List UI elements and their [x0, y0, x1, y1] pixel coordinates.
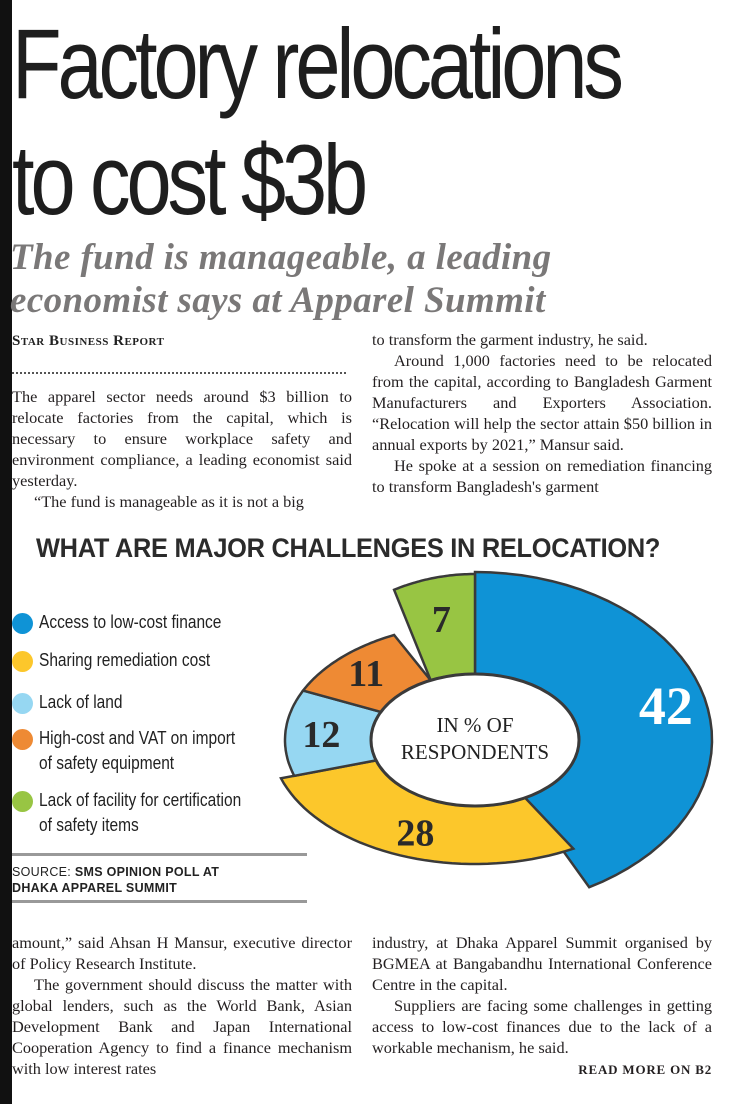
legend-swatch — [12, 613, 33, 634]
legend-item — [12, 788, 279, 838]
legend-item — [12, 690, 279, 715]
donut-chart — [270, 560, 720, 900]
paragraph: amount,” said Ahsan H Mansur, executive director of Policy Research Institute. — [12, 933, 352, 973]
source-rule-bottom — [12, 900, 307, 903]
dotted-divider — [12, 372, 346, 374]
chart-center-label-2: RESPONDENTS — [400, 740, 550, 764]
legend-item — [12, 610, 279, 635]
legend-label: High-cost and VAT on import of safety equipment — [39, 728, 236, 773]
subheadline-line-2: economist says at Apparel Summit — [10, 280, 546, 321]
slice-value-label: 28 — [396, 812, 435, 855]
paragraph: He spoke at a session on remediation financing to transform Bangladesh's garment — [372, 456, 712, 496]
legend-swatch — [12, 693, 33, 714]
legend-item — [12, 726, 279, 776]
slice-value-label: 11 — [348, 652, 385, 695]
headline-line-1: Factory relocations — [12, 8, 620, 119]
paragraph: The government should discuss the matter with global lenders, such as the World Bank, Asian Development Bank and Japan International Cooperation Agency to find a finance mechanism with low interest rates — [12, 975, 352, 1078]
chart-source — [12, 864, 302, 896]
legend-label: Sharing remediation cost — [39, 650, 211, 670]
paragraph: “The fund is manageable as it is not a big — [34, 492, 304, 511]
chart-center-label-1: IN % OF — [436, 713, 514, 737]
legend-item — [12, 648, 279, 673]
source-line-2: DHAKA APPAREL SUMMIT — [12, 881, 178, 895]
column-left-bottom — [12, 932, 352, 1079]
subheadline-line-1: The fund is manageable, a leading — [10, 237, 552, 278]
chart-title: WHAT ARE MAJOR CHALLENGES IN RELOCATION? — [36, 533, 661, 563]
headline-line-2: to cost $3b — [12, 124, 365, 235]
legend-label: Access to low-cost finance — [39, 612, 222, 632]
legend-swatch — [12, 651, 33, 672]
paragraph: to transform the garment industry, he said. — [372, 330, 648, 349]
legend-swatch — [12, 791, 33, 812]
source-rule-top — [12, 853, 307, 856]
column-right-bottom — [372, 932, 712, 1058]
read-more-link[interactable]: READ MORE ON B2 — [578, 1062, 712, 1077]
column-left-top — [12, 386, 352, 512]
paragraph: The apparel sector needs around $3 billion to relocate factories from the capital, which is necessary to ensure workplace safety and environment compliance, a leading economist said yesterday. — [12, 387, 352, 490]
paragraph: Around 1,000 factories need to be relocated from the capital, according to Bangladesh Garment Manufacturers and Exporters Association. “Relocation will help the sector attain $50 billion in annual exports by 2021,” Mansur said. — [372, 351, 712, 454]
legend-label: Lack of land — [39, 692, 123, 712]
slice-value-label: 12 — [302, 714, 341, 756]
legend-swatch — [12, 729, 33, 750]
headline — [12, 6, 620, 238]
subheadline — [10, 236, 730, 322]
slice-value-label: 42 — [638, 675, 693, 736]
source-line-1: SMS OPINION POLL AT — [74, 865, 220, 879]
source-prefix: SOURCE: — [12, 865, 72, 879]
paragraph: industry, at Dhaka Apparel Summit organised by BGMEA at Bangabandhu International Conference Centre in the capital. — [372, 933, 712, 994]
paragraph: Suppliers are facing some challenges in getting access to low-cost finances due to the lack of a workable mechanism, he said. — [372, 996, 712, 1057]
slice-value-label: 7 — [431, 599, 451, 641]
page-edge — [0, 0, 12, 1104]
byline: Star Business Report — [12, 333, 165, 349]
legend-label: Lack of facility for certification of safety items — [39, 790, 242, 835]
column-right-top — [372, 329, 712, 497]
